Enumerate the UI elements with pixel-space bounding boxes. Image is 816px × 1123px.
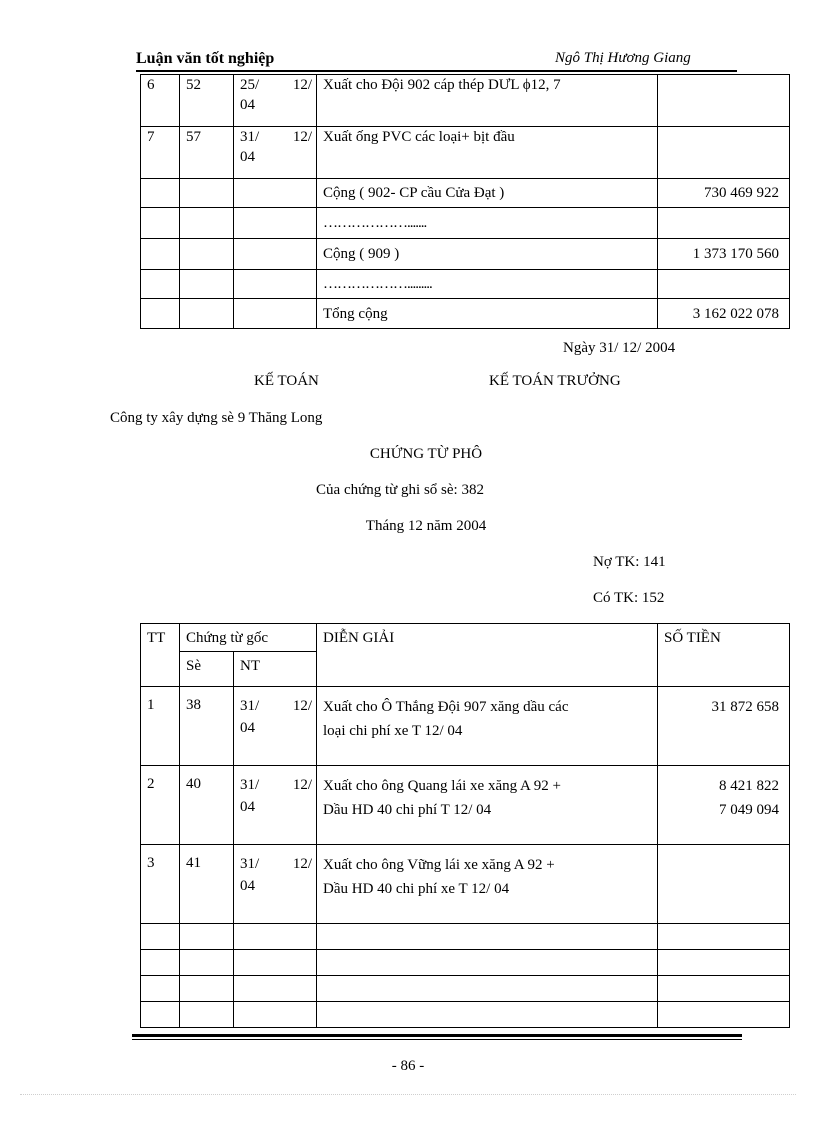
cell-so-tien: 3 162 022 078: [658, 299, 790, 329]
cell-nt: [234, 270, 317, 299]
nt-day: 31/: [240, 856, 260, 872]
table-row: [141, 845, 790, 924]
cell-so-tien: [658, 208, 790, 239]
cell-so: [180, 179, 234, 208]
table-row: [141, 208, 790, 239]
so-tien-line-1: 8 421 822: [719, 778, 779, 794]
dien-giai-line-2: loại chi phí xe T 12/ 04: [323, 723, 463, 739]
header-chung-tu-goc: Chứng từ gốc: [180, 624, 317, 652]
cell-nt: [234, 179, 317, 208]
nt-month: 12/: [292, 129, 312, 145]
so-tien-line-2: 7 049 094: [719, 802, 779, 818]
document-month: Tháng 12 năm 2004: [365, 518, 487, 534]
header-so-tien: SỐ TIỀN: [658, 624, 790, 687]
nt-day: 31/: [240, 698, 260, 714]
cell-nt: [234, 208, 317, 239]
cell-so-tien: [658, 766, 790, 845]
cell-dien-giai: Tổng cộng: [317, 299, 658, 329]
cell-nt: [234, 127, 317, 179]
cell-nt: [234, 687, 317, 766]
cell-dien-giai: ……………….........: [317, 270, 658, 299]
dien-giai-line-1: Xuất cho ông Quang lái xe xăng A 92 +: [323, 778, 562, 794]
table-row: [141, 179, 790, 208]
signature-chief-accountant: KẾ TOÁN TRƯỞNG: [489, 373, 621, 389]
cell-tt: 6: [141, 75, 180, 127]
document-reference: Của chứng từ ghi sổ sè: 382: [316, 482, 484, 498]
table-row: [141, 270, 790, 299]
cell-so: 52: [180, 75, 234, 127]
table-row-empty: [141, 1002, 790, 1028]
credit-account: Có TK: 152: [593, 590, 665, 606]
header-nt: NT: [234, 652, 317, 687]
cell-tt: 3: [141, 845, 180, 924]
header-author-name: Ngô Thị Hương Giang: [555, 50, 691, 66]
header-so: Sè: [180, 652, 234, 687]
dien-giai-line-1: Xuất cho Ô Thắng Đội 907 xăng dầu các: [323, 699, 569, 715]
document-title: CHỨNG TỪ PHÔ: [369, 446, 483, 462]
cell-tt: [141, 208, 180, 239]
cell-so: 40: [180, 766, 234, 845]
cell-dien-giai: Cộng ( 909 ): [317, 239, 658, 270]
dien-giai-line-2: Dầu HD 40 chi phí xe T 12/ 04: [323, 881, 510, 897]
nt-month: 12/: [292, 77, 312, 93]
signature-accountant: KẾ TOÁN: [254, 373, 319, 389]
cell-so: 57: [180, 127, 234, 179]
nt-month: 12/: [292, 856, 312, 872]
cell-dien-giai: [317, 687, 658, 766]
table-row: [141, 687, 790, 766]
header-rule: [136, 70, 737, 72]
cell-tt: [141, 239, 180, 270]
nt-year: 04: [240, 97, 255, 113]
nt-year: 04: [240, 149, 255, 165]
cell-dien-giai: Xuất ống PVC các loại+ bịt đầu: [317, 127, 658, 179]
debit-account: Nợ TK: 141: [593, 554, 666, 570]
cell-dien-giai: [317, 766, 658, 845]
table-row: [141, 75, 790, 127]
cell-so-tien: 730 469 922: [658, 179, 790, 208]
footer-rule-thick: [132, 1034, 742, 1037]
table-row: [141, 299, 790, 329]
cell-so-tien: 1 373 170 560: [658, 239, 790, 270]
cell-so: 41: [180, 845, 234, 924]
footer-rule-thin: [132, 1039, 742, 1040]
header-tt: TT: [141, 624, 180, 687]
cell-nt: [234, 766, 317, 845]
cell-tt: 7: [141, 127, 180, 179]
table-row-empty: [141, 976, 790, 1002]
cell-so-tien: [658, 845, 790, 924]
cell-tt: [141, 299, 180, 329]
ledger-table-continued: [140, 74, 790, 329]
cell-so: 38: [180, 687, 234, 766]
cell-so: [180, 299, 234, 329]
cell-nt: [234, 239, 317, 270]
nt-day: 31/: [240, 777, 260, 793]
page-number: - 86 -: [391, 1058, 425, 1074]
cell-tt: [141, 179, 180, 208]
nt-day: 31/: [240, 129, 260, 145]
cell-nt: [234, 75, 317, 127]
table-row-empty: [141, 950, 790, 976]
cell-nt: [234, 845, 317, 924]
cell-so-tien: [658, 127, 790, 179]
table-row: [141, 127, 790, 179]
supporting-voucher-table: [140, 623, 790, 1028]
nt-year: 04: [240, 720, 255, 736]
cell-nt: [234, 299, 317, 329]
cell-tt: 2: [141, 766, 180, 845]
dien-giai-line-1: Xuất cho ông Vững lái xe xăng A 92 +: [323, 857, 555, 873]
cell-dien-giai: Xuất cho Đội 902 cáp thép DƯL ϕ12, 7: [317, 75, 658, 127]
nt-month: 12/: [292, 698, 312, 714]
cell-tt: 1: [141, 687, 180, 766]
table-row: [141, 766, 790, 845]
cell-so: [180, 239, 234, 270]
table-header-row: [141, 624, 790, 652]
table-row-empty: [141, 924, 790, 950]
header-dien-giai: DIỄN GIẢI: [317, 624, 658, 687]
so-tien-line-1: 31 872 658: [711, 699, 779, 715]
nt-day: 25/: [240, 77, 260, 93]
cell-tt: [141, 270, 180, 299]
dien-giai-line-2: Dầu HD 40 chi phí T 12/ 04: [323, 802, 492, 818]
nt-year: 04: [240, 878, 255, 894]
cell-dien-giai: ……………….......: [317, 208, 658, 239]
date-line: Ngày 31/ 12/ 2004: [563, 340, 676, 356]
cell-so: [180, 208, 234, 239]
page-break-line: [20, 1094, 796, 1095]
company-name: Công ty xây dựng sè 9 Thăng Long: [110, 410, 323, 426]
nt-year: 04: [240, 799, 255, 815]
cell-dien-giai: Cộng ( 902- CP cầu Cửa Đạt ): [317, 179, 658, 208]
cell-so: [180, 270, 234, 299]
nt-month: 12/: [292, 777, 312, 793]
cell-dien-giai: [317, 845, 658, 924]
table-row: [141, 239, 790, 270]
header-thesis-label: Luận văn tốt nghiệp: [136, 50, 275, 67]
cell-so-tien: [658, 270, 790, 299]
cell-so-tien: [658, 75, 790, 127]
cell-so-tien: [658, 687, 790, 766]
